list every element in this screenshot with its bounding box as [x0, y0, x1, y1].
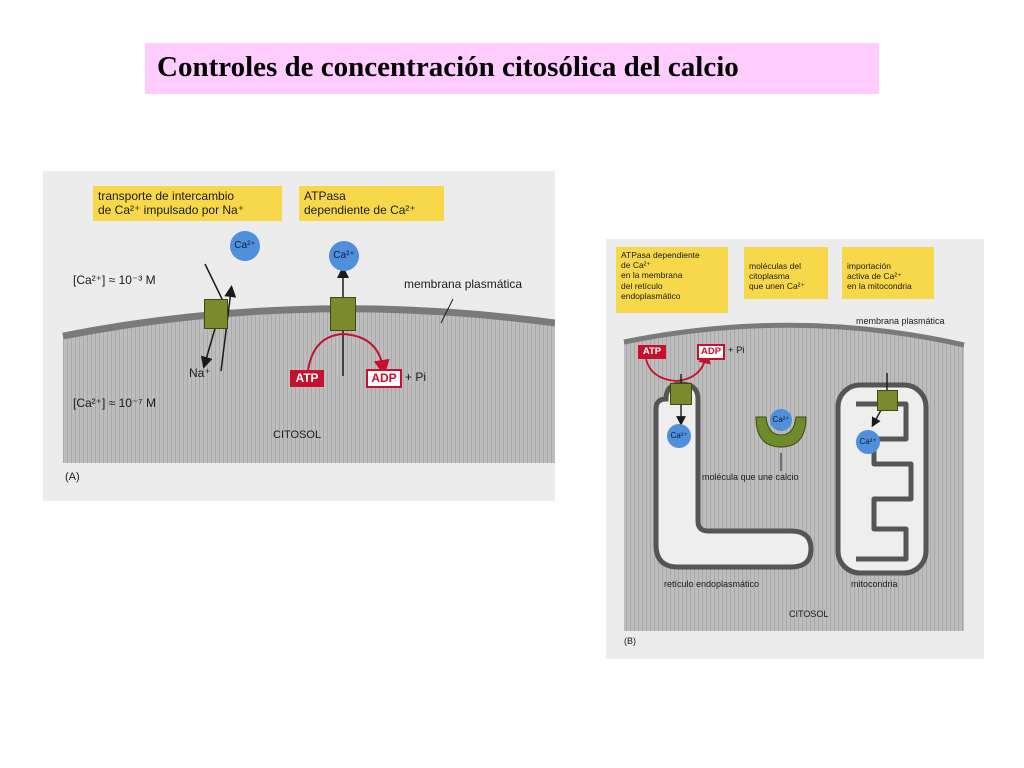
panel-b-label: (B)	[624, 636, 636, 646]
er-box-line4: del retículo	[621, 280, 663, 291]
panel-a-label: (A)	[65, 471, 80, 483]
binding-box-line3: que unen Ca²⁺	[749, 281, 805, 292]
phosphate-label-b: + Pi	[728, 345, 745, 356]
membrane-label-b: membrana plasmática	[856, 316, 945, 326]
mito-label: mitocondria	[851, 579, 898, 589]
binding-box-line2: citoplasma	[749, 271, 790, 282]
exchanger-label-line1: transporte de intercambio	[98, 189, 235, 203]
concentration-outside: [Ca²⁺] ≈ 10⁻³ M	[73, 273, 156, 287]
atpase-protein	[330, 297, 356, 331]
concentration-inside: [Ca²⁺] ≈ 10⁻⁷ M	[73, 396, 156, 410]
er-label-box	[616, 247, 728, 313]
calcium-ion-label: Ca²⁺	[859, 437, 877, 446]
mito-box-line1: importación	[847, 261, 891, 271]
cytosol-label: CITOSOL	[273, 429, 322, 441]
binding-label-box	[744, 247, 828, 299]
calcium-ion-mito	[856, 430, 880, 454]
cytosol-label-b: CITOSOL	[789, 609, 829, 619]
page-title: Controles de concentración citosólica del calcio	[157, 51, 739, 83]
panel-a	[43, 171, 555, 501]
calcium-ion-label: Ca²⁺	[772, 415, 790, 424]
atp-tag-b: ATP	[638, 345, 666, 359]
membrane-label: membrana plasmática	[404, 277, 523, 291]
er-box-line1: ATPasa dependiente	[621, 250, 700, 260]
calcium-ion-label: Ca²⁺	[234, 240, 256, 251]
calcium-ion-label: Ca²⁺	[333, 250, 355, 261]
er-box-line3: en la membrana	[621, 270, 683, 281]
exchanger-protein	[204, 299, 228, 329]
mito-import-protein	[877, 390, 898, 411]
er-atpase-protein	[670, 383, 692, 405]
calcium-ion-label: Ca²⁺	[670, 431, 688, 440]
phosphate-label: + Pi	[405, 370, 427, 384]
er-label: retículo endoplasmático	[664, 579, 760, 589]
exchanger-label-box	[93, 186, 282, 221]
binding-box-line1: moléculas del	[749, 261, 801, 271]
er-box-line2: de Ca²⁺	[621, 260, 651, 271]
atpase-label-line2: dependiente de Ca²⁺	[304, 203, 416, 218]
calcium-ion-exchanger	[230, 231, 260, 261]
calcium-ion-bound	[770, 409, 792, 431]
sodium-ion-label: Na⁺	[189, 366, 211, 380]
atpase-label-box	[299, 186, 444, 221]
mito-label-box	[842, 247, 934, 299]
atp-tag: ATP	[290, 370, 324, 387]
calcium-ion-atpase	[329, 241, 359, 271]
mito-box-line2: activa de Ca²⁺	[847, 271, 902, 282]
er-box-line5: endoplasmático	[621, 290, 681, 301]
mito-box-line3: en la mitocondria	[847, 281, 912, 292]
exchanger-label-line2: de Ca²⁺ impulsado por Na⁺	[98, 203, 245, 218]
calcium-ion-er	[667, 424, 691, 448]
atpase-label-line1: ATPasa	[304, 189, 346, 203]
adp-tag-b: ADP	[697, 344, 725, 360]
panel-b	[606, 239, 984, 659]
title-banner	[145, 43, 879, 94]
adp-tag: ADP	[366, 369, 402, 388]
binding-molecule-label: molécula que une calcio	[702, 472, 799, 482]
